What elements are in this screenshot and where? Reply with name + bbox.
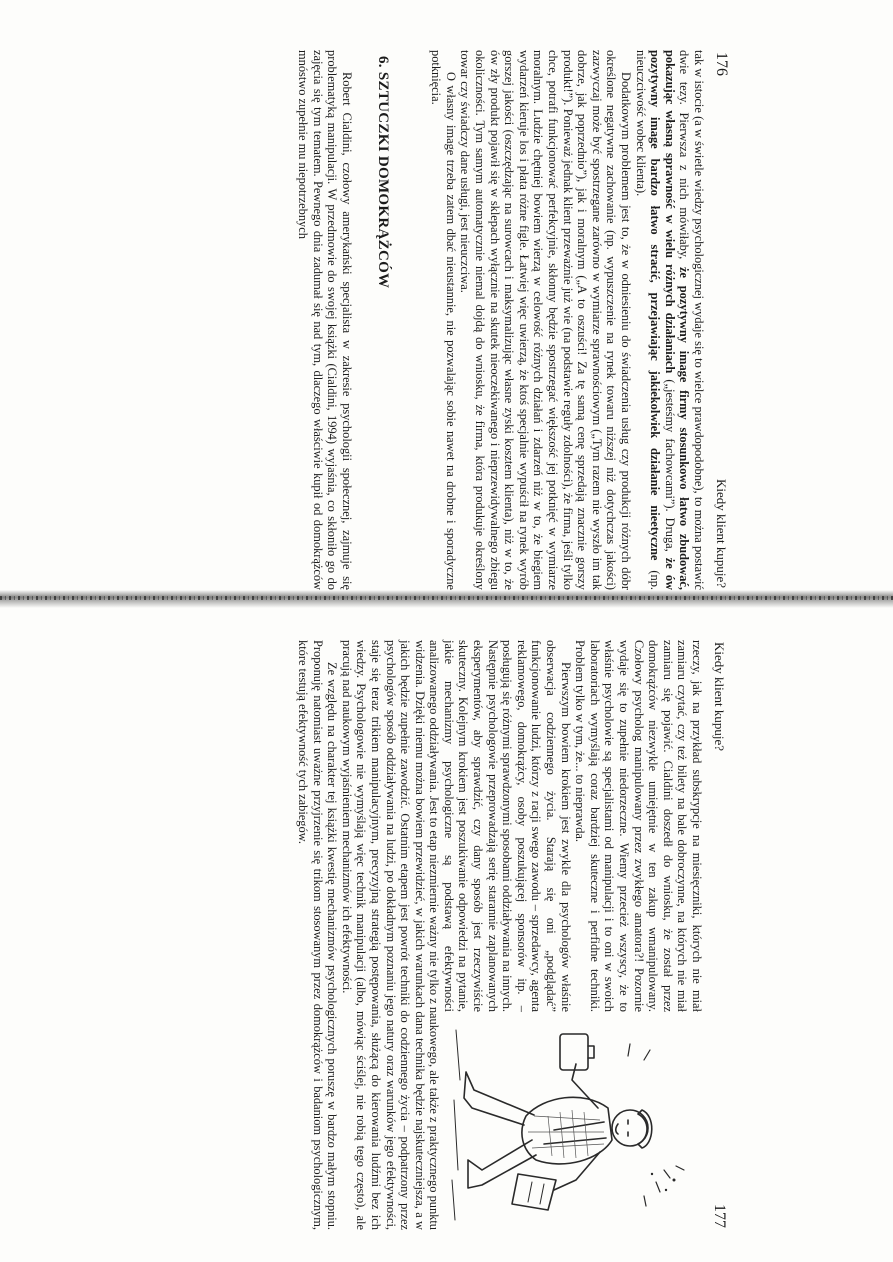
text-run: tak w istocie (a w świetle wiedzy psychologicznej wydaje się to wielce prawdopodobne), to można postawić dwie tezy. Pierwsza z nich mówiłaby, [677,50,706,590]
running-title: Kiedy klient kupuje? [714,478,729,588]
spine-scan-noise [0,596,893,600]
page-177 [38,640,728,1230]
text-run: Dodatkowym problemem jest to, że w odniesieniu do świadczenia usług czy produkcji różnych dóbr określone negatywne zachowanie (np. wypuszczenie na rynek towaru niższej niż dotychczas jakości) zazwyczaj może być spostrzegane zarówno w wymiarze sprawnościowym („Tym razem nie wyszło im tak dobrze, jak poprzednio”), jak i moralnym („A to oszuści! Za tę samą cenę sprzedają znacznie gorszy produkt!”). Ponieważ jednak klient przeważnie już wie (na podstawie reguły zdolności), że firma, jeśli tylko chce, potrafi funkcjonować perfekcyjnie, skłonny będzie spostrzegać większość jej potknięć w wymiarze moralnym. Ludzie chętniej bowiem wierzą w celowość różnych działań i zdarzeń niż w to, że biegiem wydarzeń kieruje los i płata różne figle. Łatwiej więc uwierzą, że ktoś specjalnie wypuścił na rynek wyrób gorszej jakości (oszczędzając na surowcach i maksymalizując własne zyski kosztem klienta), niż w to, że ów zły produkt pojawił się w sklepach wyłącznie na skutek nieoczekiwanego i nieprzewidywalnego zbiegu okoliczności. Tym samym automatycznie niemal dojdą do wniosku, że firma, która produkuje określony towar czy świadczy dane usługi, jest nieuczciwa. [458,50,634,590]
page-177-body [295,640,704,1230]
paragraph-1: Pierwszym bowiem krokiem jest zwykle dla psychologów właśnie obserwacja codziennego życia. Starają się oni „podglądać” funkcjonowanie ludzi, którzy z racji swego zawodu – sprzedawcy, agenta reklamowego, domokrążcy, osoby poszukującej sponsorów itp. – posługują się różnymi sprawdzonymi sposobami oddziaływania na innych. Następnie psychologowie przeprowadzają serię starannie zaplanowanych eksperymentów, aby sprawdzić, czy dany sposób jest rzeczywiście skuteczny. Kolejnym krokiem jest poszukiwanie odpowiedzi na pytanie, jakie mechanizmy psychologiczne są podstawą efektywności analizowanego oddziaływania. Jest to etap niezmiernie ważny nie tylko z naukowego, ale także z praktycznego punktu widzenia. Dzięki niemu można bowiem przewidzieć, w jakich warunkach dana technika będzie najskuteczniejsza, a w jakich będzie zupełnie zawodzić. Ostatnim etapem jest powrót techniki do codziennego życia – podpatrzony przez psychologów sposób oddziaływania na ludzi, po dokładnym poznaniu jego natury oraz warunków jego efektywności, staje się teraz trikiem manipulacyjnym, precyzyjną strategią postępowania, służącą do kierowania ludźmi bez ich wiedzy. Psychologowie nie wymyślają więc technik manipulacji (albo, mówiąc ściślej, nie robią tego często), ale pracują nad naukowym wyjaśnieniem mechanizmów ich efektywności. [339,640,573,1230]
page-number: 176 [713,52,730,76]
page-number: 177 [711,1204,728,1228]
page-176-body [429,50,706,590]
section-heading: 6. SZTUCZKI DOMOKRĄŻCÓW [374,56,391,289]
bold-phrase: że ów pozytywny image bardzo łatwo stracić, przejawiając jakiekolwiek działanie nieetyczne [648,50,677,590]
paragraph-1 [633,50,706,590]
paragraph-2 [458,50,633,590]
salesman-illustration [446,1020,704,1230]
text-run: O własny image trzeba zatem dbać nieustannie, nie pozwalając sobie nawet na drobne i sporadyczne potknięcia. [429,50,458,590]
paragraph-2: Ze względu na charakter tej książki kwestię mechanizmów psychologicznych poruszę w bardzo małym stopniu. Proponuję natomiast uważne przyjrzenie się trikom stosowanym przez domokrążców i badaniom psychologicznym, które testują efektywność tych zabiegów. [295,640,340,1230]
paragraph-3 [429,50,458,590]
running-head-177 [704,640,728,1230]
cartoon-salesman-figure [446,1020,704,1230]
text-run: (np. nieuczciwość wobec klienta). [633,50,663,590]
section-paragraph: Robert Cialdini, czołowy amerykański specjalista w zakresie psychologii społecznej, zajmuje się problematyką manipulacji. W przedmowie do swojej książki (Cialdini, 1994) wyjaśnia, co skłoniło go do zajęcia się tym tematem. Pewnego dnia zadumał się nad tym, dlaczego właściwie kupił od domokrążców mnóstwo zupełnie mu niepotrzebnych [295,50,354,590]
wrapped-paragraph: rzeczy, jak na przykład subskrypcje na miesięczniki, których nie miał zamiaru czytać, czy też bilety na bale dobroczynne, na których nie miał zamiaru się pojawić. Cialdini doszedł do wniosku, że został przez domokrążców niezwykle umiejętnie w ten zakup wmanipulowany. Czołowy psycholog manipulowany przez zwykłego amatora?! Pozornie wydaje się to zupełnie niedorzeczne. Wiemy przecież wszyscy, że to właśnie psycholowie są specjalistami od manipulacji i to oni w swoich laboratoriach wymyślają coraz bardziej skuteczne i perfidne techniki. Problem tylko w tym, że... to nieprawda. [573,640,704,1012]
running-title: Kiedy klient kupuje? [712,642,727,752]
page-176-section-body [295,50,353,590]
running-head-176 [706,50,730,590]
bold-phrase: że pozytywny image firmy stosunkowo łatwo zbudować, pokazując własną sprawność w wielu różnych działaniach [662,50,692,590]
text-run: („jesteśmy fachowcami”). Druga, [662,373,677,558]
page-176 [40,50,730,590]
